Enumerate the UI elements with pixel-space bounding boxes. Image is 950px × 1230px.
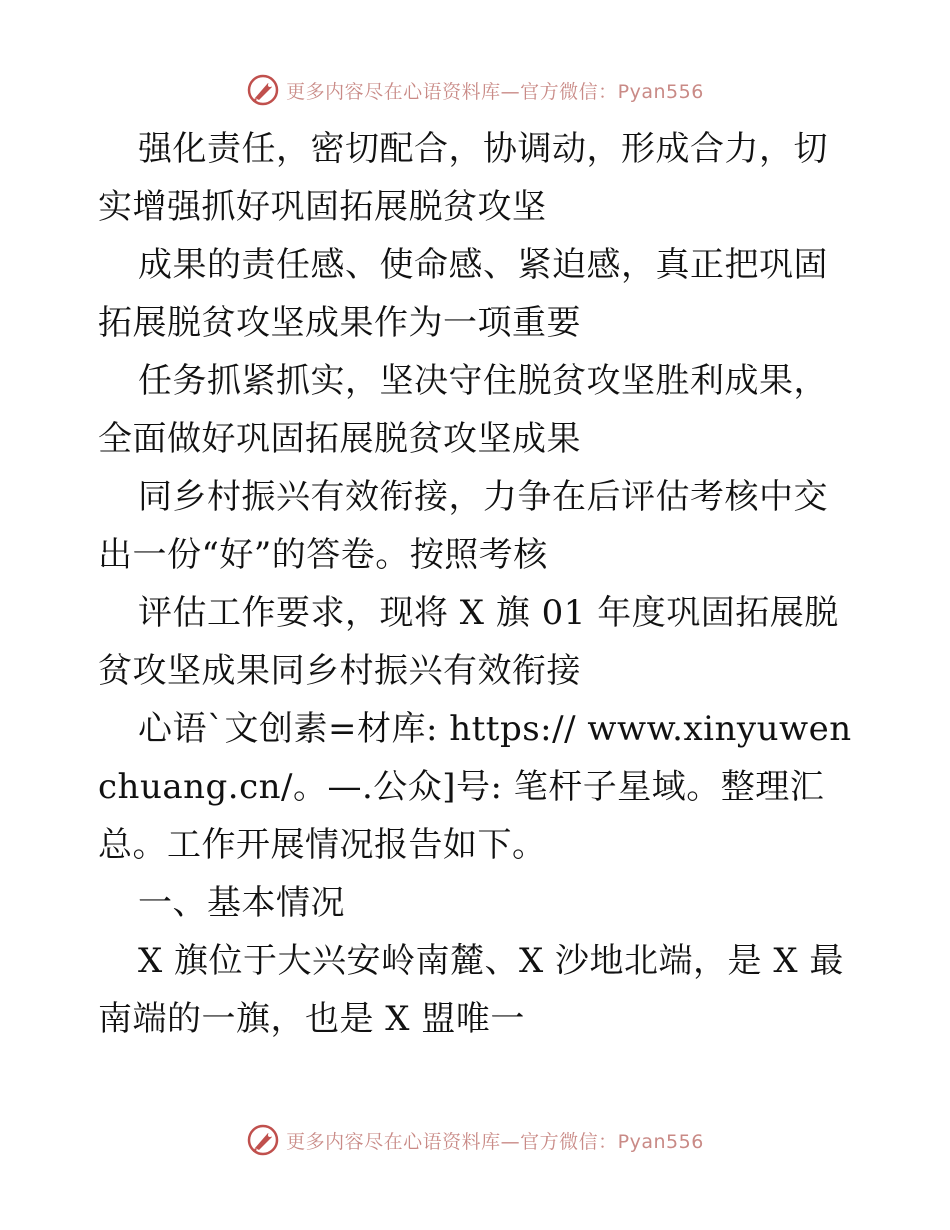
paragraph-1: 强化责任，密切配合，协调动，形成合力，切实增强抓好巩固拓展脱贫攻坚 <box>98 129 828 227</box>
watermark-text: 更多内容尽在心语资料库—官方微信：Pyan556 <box>286 80 704 103</box>
paragraph-5: 评估工作要求，现将 X 旗 01 年度巩固拓展脱贫攻坚成果同乡村振兴有效衔接 <box>98 593 839 691</box>
paragraph-2: 成果的责任感、使命感、紧迫感，真正把巩固拓展脱贫攻坚成果作为一项重要 <box>98 245 828 343</box>
paragraph-4: 同乡村振兴有效衔接，力争在后评估考核中交出一份“好”的答卷。按照考核 <box>98 477 828 575</box>
paragraph-7: X 旗位于大兴安岭南麓、X 沙地北端，是 X 最南端的一旗，也是 X 盟唯一 <box>98 941 844 1039</box>
paragraph-6: 心语`文创素=材库: https:// www.xinyuwenchuang.cn/。—.公众]号: 笔杆子星域。整理汇总。工作开展情况报告如下。 <box>98 709 852 865</box>
section-heading: 一、基本情况 <box>138 883 345 923</box>
document-body <box>98 120 858 1048</box>
pen-nib-logo-icon <box>246 1123 280 1157</box>
paragraph-3: 任务抓紧抓实，坚决守住脱贫攻坚胜利成果，全面做好巩固拓展脱贫攻坚成果 <box>98 361 828 459</box>
header-watermark-banner <box>0 70 950 110</box>
footer-watermark-banner <box>0 1120 950 1160</box>
pen-nib-logo-icon <box>246 73 280 107</box>
watermark-text: 更多内容尽在心语资料库—官方微信：Pyan556 <box>286 1130 704 1153</box>
